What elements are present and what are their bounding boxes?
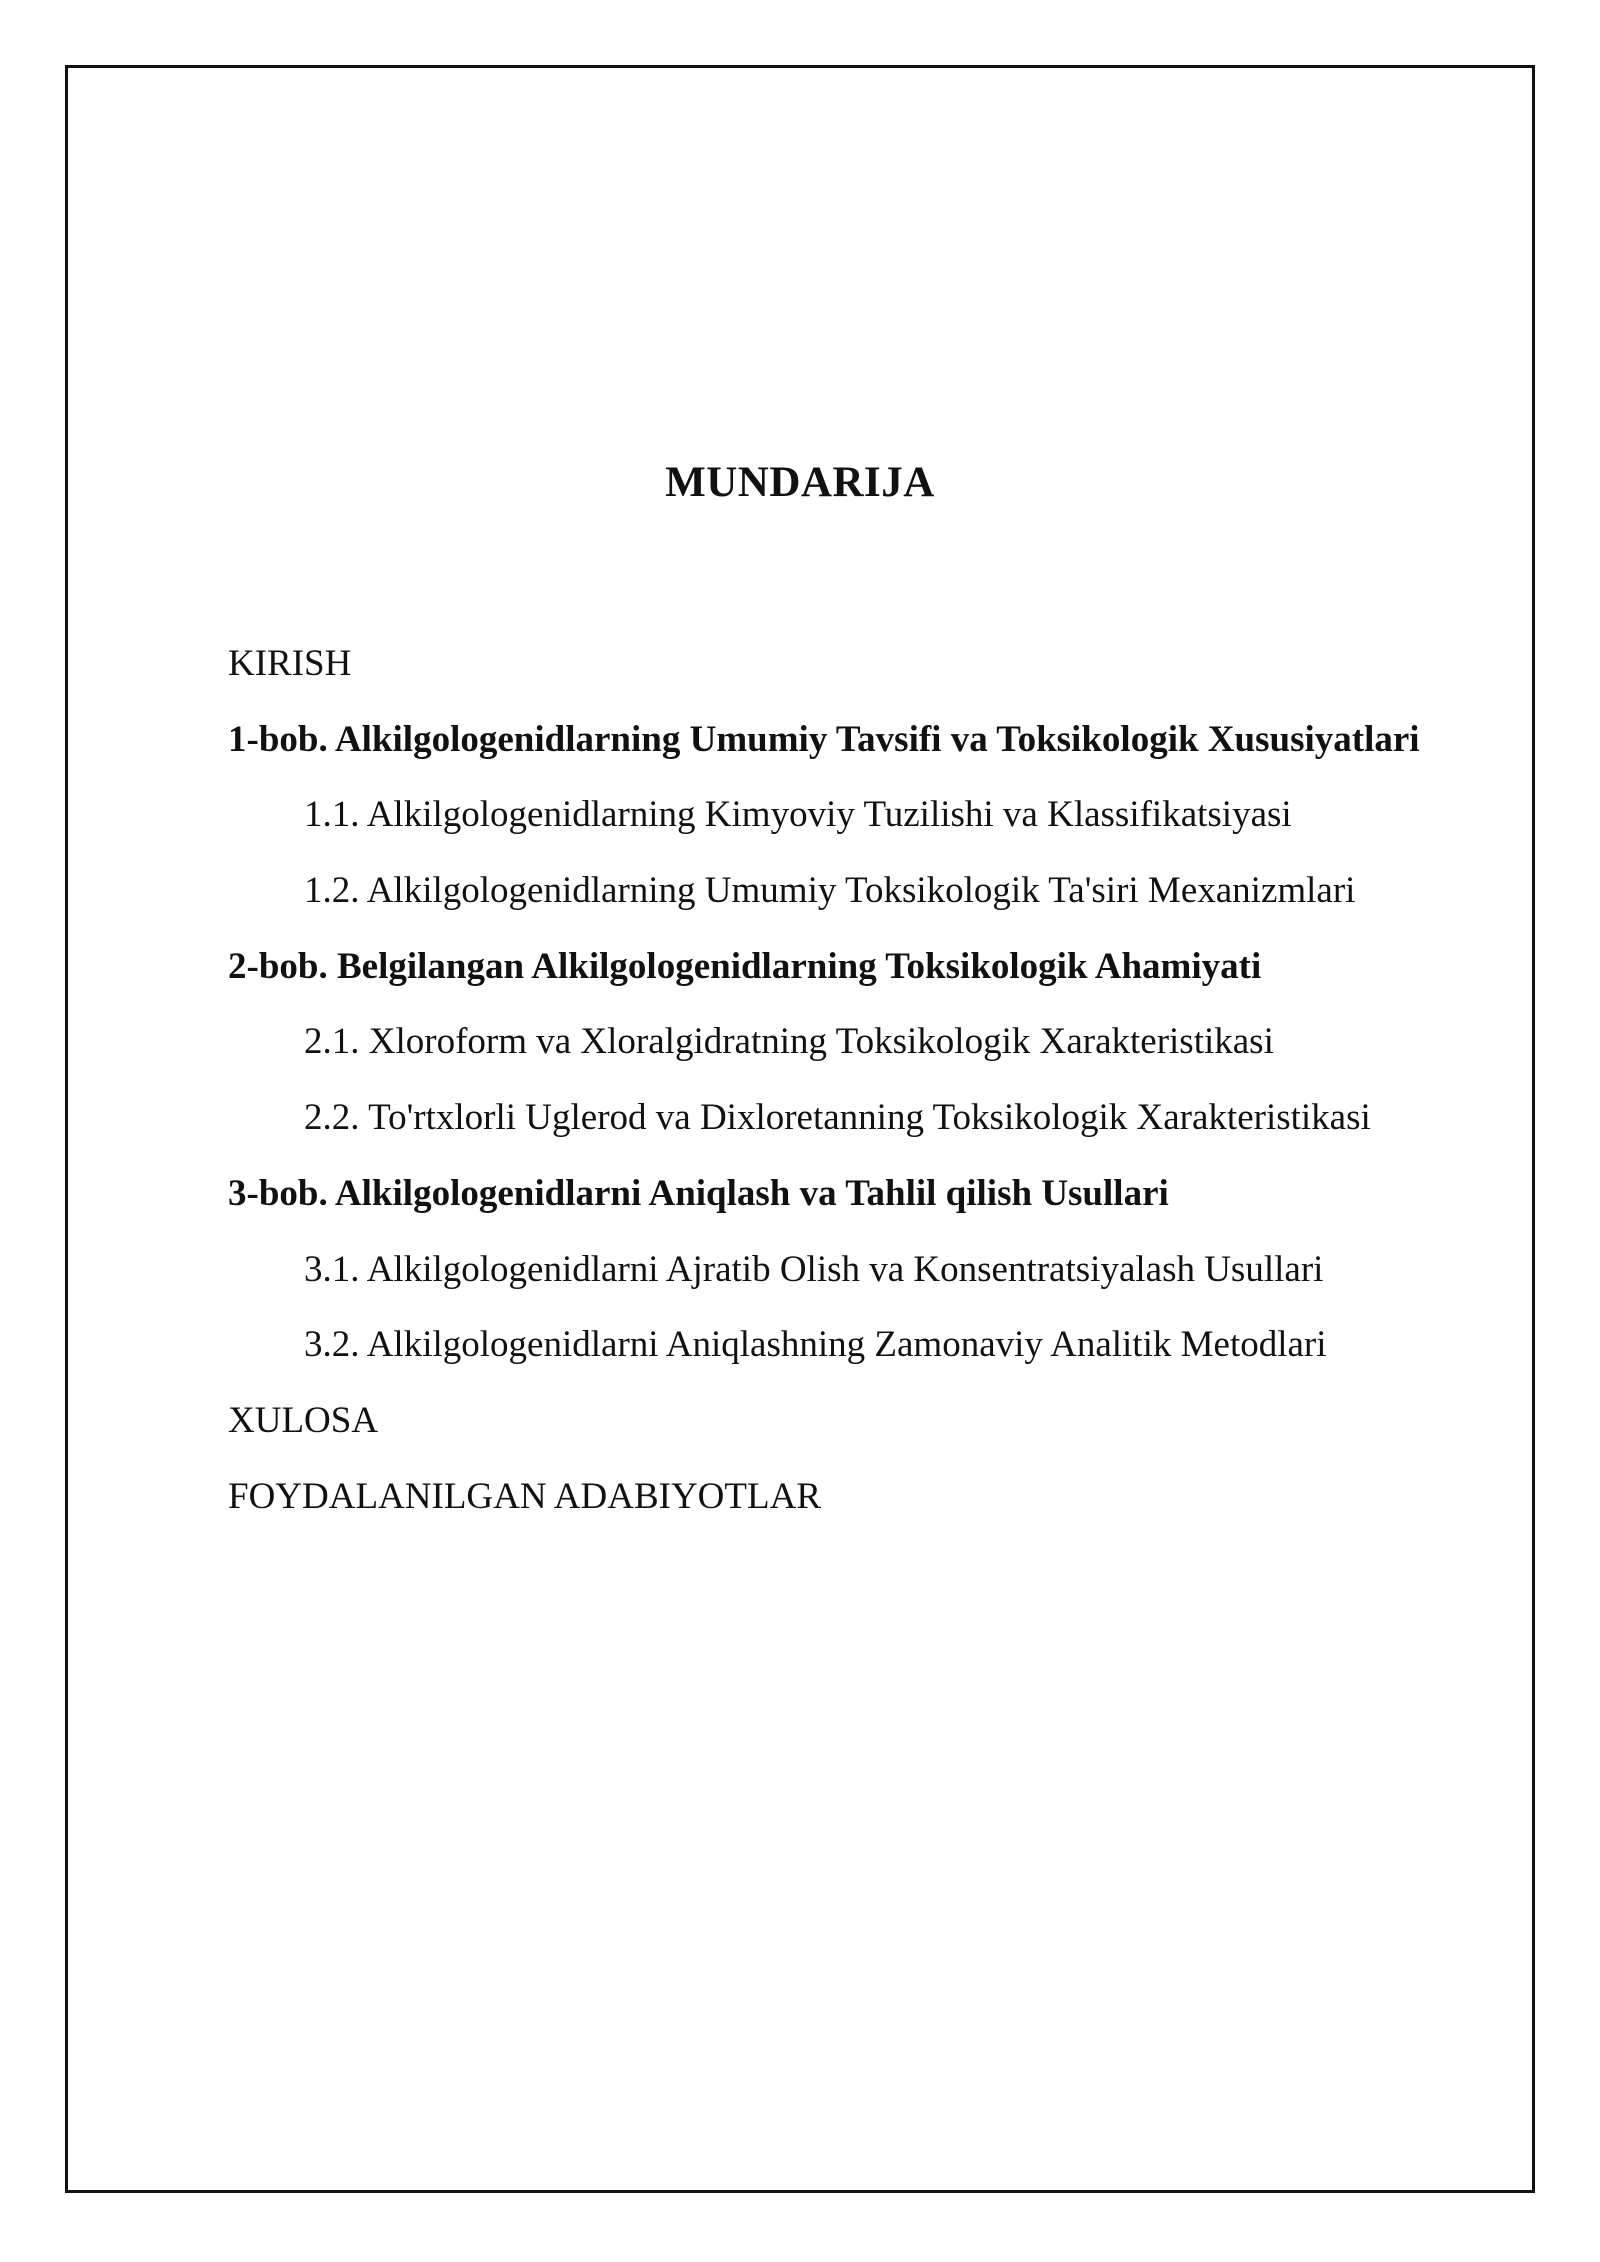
- toc-chapter-1: 1-bob. Alkilgologenidlarning Umumiy Tavsifi va Toksikologik Xususiyatlari: [228, 718, 1420, 760]
- toc-section-3-2: 3.2. Alkilgologenidlarni Aniqlashning Zamonaviy Analitik Metodlari: [304, 1324, 1327, 1366]
- toc-section-3-1: 3.1. Alkilgologenidlarni Ajratib Olish va Konsentratsiyalash Usullari: [304, 1248, 1324, 1290]
- table-of-contents: [228, 636, 1518, 1544]
- page-title: MUNDARIJA: [665, 459, 935, 506]
- toc-chapter-2: 2-bob. Belgilangan Alkilgologenidlarning Toksikologik Ahamiyati: [228, 945, 1262, 987]
- toc-section-2-2: 2.2. To'rtxlorli Uglerod va Dixloretanning Toksikologik Xarakteristikasi: [304, 1097, 1371, 1139]
- toc-entry-conclusion: XULOSA: [228, 1399, 379, 1441]
- toc-section-1-1: 1.1. Alkilgologenidlarning Kimyoviy Tuzilishi va Klassifikatsiyasi: [304, 794, 1292, 836]
- toc-chapter-3: 3-bob. Alkilgologenidlarni Aniqlash va Tahlil qilish Usullari: [228, 1172, 1169, 1214]
- toc-entry-introduction: KIRISH: [228, 643, 352, 684]
- toc-section-1-2: 1.2. Alkilgologenidlarning Umumiy Toksikologik Ta'siri Mexanizmlari: [304, 870, 1356, 912]
- toc-section-2-1: 2.1. Xloroform va Xloralgidratning Toksikologik Xarakteristikasi: [304, 1021, 1274, 1063]
- toc-entry-references: FOYDALANILGAN ADABIYOTLAR: [228, 1475, 821, 1517]
